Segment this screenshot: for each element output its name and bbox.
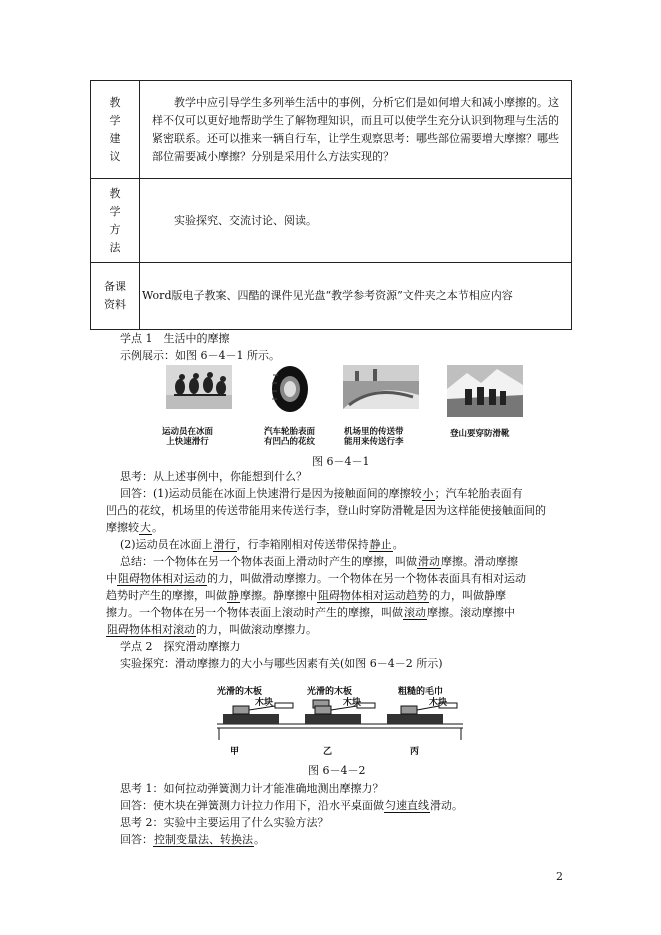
text: 。 <box>152 521 163 534</box>
label-char: 学 <box>109 113 121 127</box>
label-block-a: 木块 <box>255 698 274 708</box>
photo-strip <box>160 365 530 455</box>
answer-1-line-2: 凹凸的花纹，机场里的传送带能用来传送行李，登山时穿防滑靴是因为这样能使接触面间的 <box>106 504 546 517</box>
answer-blank: 静 <box>228 589 239 602</box>
climbers-photo <box>447 365 523 417</box>
body-text-2 <box>92 468 572 672</box>
answer-1-line-3 <box>92 519 572 536</box>
photo-caption-4 <box>450 429 510 439</box>
text: 。 <box>254 833 265 846</box>
label-char: 资料 <box>104 298 126 311</box>
answer-blank: 静止 <box>369 538 392 551</box>
text: ，行李箱刚相对传送带保持 <box>236 538 369 551</box>
label-char: 教 <box>109 186 121 200</box>
label-rough-towel: 粗糙的毛巾 <box>398 687 444 697</box>
caption-line: 有凹凸的花纹 <box>264 437 316 447</box>
text: 趋势时产生的摩擦，叫做 <box>106 589 227 602</box>
answer-blank: 阻碍物体相对运动 <box>118 572 206 585</box>
summary-line-5 <box>92 621 572 638</box>
text: 滑动。 <box>430 799 463 812</box>
conveyor-photo <box>343 365 419 409</box>
text: 的力，叫做滚动摩擦力。 <box>196 623 317 636</box>
summary-line-1 <box>92 553 572 570</box>
text: 回答：使木块在弹簧测力计拉力作用下，沿水平桌面做 <box>120 799 384 812</box>
caption-line: 汽车轮胎表面 <box>264 427 316 437</box>
row-content-method <box>140 179 572 263</box>
label-block-c: 木块 <box>429 698 448 708</box>
table-row <box>91 263 572 330</box>
answer-blank: 大 <box>140 521 151 534</box>
answer-blank: 阻碍物体相对运动趋势 <box>318 589 428 602</box>
text: (2)运动员在冰面上 <box>120 538 213 551</box>
experiment-figure <box>215 682 465 757</box>
text: 回答： <box>120 833 153 846</box>
answer-1-line-1 <box>92 485 572 502</box>
photo-caption-2 <box>264 427 315 447</box>
caption-line: 上快速滑行 <box>166 437 209 447</box>
answer-blank: 滑行 <box>213 538 236 551</box>
answer-2 <box>92 536 572 553</box>
answer-q2 <box>92 831 572 848</box>
table-row <box>91 81 572 179</box>
label-char: 学 <box>109 204 121 218</box>
body-text-3 <box>92 780 572 848</box>
answer-blank: 滚动 <box>404 606 426 619</box>
photo-caption-3 <box>344 427 404 447</box>
figure-label-yi: 乙 <box>323 747 333 757</box>
text: 摩擦。滑动摩擦 <box>441 555 518 568</box>
example-text: 示例展示：如图 6－4－1 所示。 <box>120 349 280 362</box>
table-row <box>91 179 572 263</box>
text: 的力，叫做静摩 <box>429 589 506 602</box>
caption-line: 能用来传送行李 <box>344 437 404 447</box>
answer-blank: 滑动 <box>418 555 440 568</box>
caption-line: 运动员在冰面 <box>162 427 214 437</box>
figure-label-jia: 甲 <box>230 747 240 757</box>
summary-line-3 <box>92 587 572 604</box>
think-question-1: 思考 1：如何拉动弹簧测力计才能准确地测出摩擦力？ <box>120 782 384 795</box>
materials-text: Word版电子教案、四酷的课件见光盘“教学参考资源”文件夹之本节相应内容 <box>142 289 513 302</box>
text: ；汽车轮胎表面有 <box>434 487 523 500</box>
row-label-method <box>91 179 140 263</box>
page-number: 2 <box>556 870 563 883</box>
photo-caption-1 <box>162 427 213 447</box>
skater-photo <box>166 365 232 409</box>
summary-line-4 <box>92 604 572 621</box>
answer-blank: 阻碍物体相对滚动 <box>107 623 195 636</box>
summary-line-2 <box>92 570 572 587</box>
tire-photo <box>270 365 310 413</box>
figure-caption-6-4-1: 图 6－4－1 <box>312 455 370 468</box>
explore-text: 实验探究：滑动摩擦力的大小与哪些因素有关(如图 6－4－2 所示) <box>120 657 443 670</box>
row-content-materials <box>140 263 572 330</box>
answer-q1 <box>92 797 572 814</box>
label-char: 法 <box>109 240 121 254</box>
answer-blank: 控制变量法、转换法 <box>154 833 253 846</box>
suggestion-text: 教学中应引导学生多列举生活中的事例，分析它们是如何增大和减小摩擦的。这样不仅可以更好地帮助学生了解物理知识，而且可以使学生充分认识到物理与生活的紧密联系。还可以推来一辆自行车，让学生观察思考：哪些部位需要增大摩擦？哪些部位需要减小摩擦？分别是采用什么方法实现的？ <box>152 95 559 163</box>
body-text <box>92 330 572 364</box>
text: 的力，叫做滑动摩擦力。一个物体在另一个物体表面具有相对运动 <box>207 572 526 585</box>
experiment-diagram <box>215 694 465 744</box>
figure-label-bing: 丙 <box>410 747 420 757</box>
teaching-info-table <box>90 80 572 330</box>
label-block-b: 木块 <box>343 698 362 708</box>
label-char: 备课 <box>104 280 126 293</box>
text: 回答：(1)运动员能在冰面上快速滑行是因为接触面间的摩擦较 <box>120 487 422 500</box>
text: 摩擦较 <box>106 521 139 534</box>
section-title-2: 学点 2 探究滑动摩擦力 <box>120 640 241 653</box>
text: 擦力。一个物体在另一个物体表面上滚动时产生的摩擦，叫做 <box>106 606 403 619</box>
text: 。 <box>392 538 404 551</box>
caption-line: 登山要穿防滑靴 <box>450 429 510 439</box>
text: 总结：一个物体在另一个物体表面上滑动时产生的摩擦，叫做 <box>120 555 417 568</box>
answer-blank: 匀速直线 <box>385 799 429 812</box>
method-text: 实验探究、交流讨论、阅读。 <box>174 213 317 227</box>
row-label-materials <box>91 263 140 330</box>
label-smooth-board-a: 光滑的木板 <box>217 687 263 697</box>
section-title-1: 学点 1 生活中的摩擦 <box>120 332 230 345</box>
label-char: 建 <box>109 131 121 145</box>
think-question: 思考：从上述事例中，你能想到什么？ <box>120 470 307 483</box>
row-content-suggestion <box>140 81 572 179</box>
figure-caption-6-4-2: 图 6－4－2 <box>308 764 366 777</box>
row-label-suggestion <box>91 81 140 179</box>
label-char: 教 <box>109 95 121 109</box>
think-question-2: 思考 2：实验中主要运用了什么实验方法？ <box>120 816 329 829</box>
text: 摩擦。滚动摩擦中 <box>427 606 515 619</box>
answer-blank: 小 <box>422 487 434 500</box>
text: 摩擦。静摩擦中 <box>240 589 317 602</box>
caption-line: 机场里的传送带 <box>344 427 404 437</box>
text: 中 <box>106 572 117 585</box>
label-char: 方 <box>109 222 121 236</box>
label-char: 议 <box>109 149 121 163</box>
label-smooth-board-b: 光滑的木板 <box>307 687 353 697</box>
